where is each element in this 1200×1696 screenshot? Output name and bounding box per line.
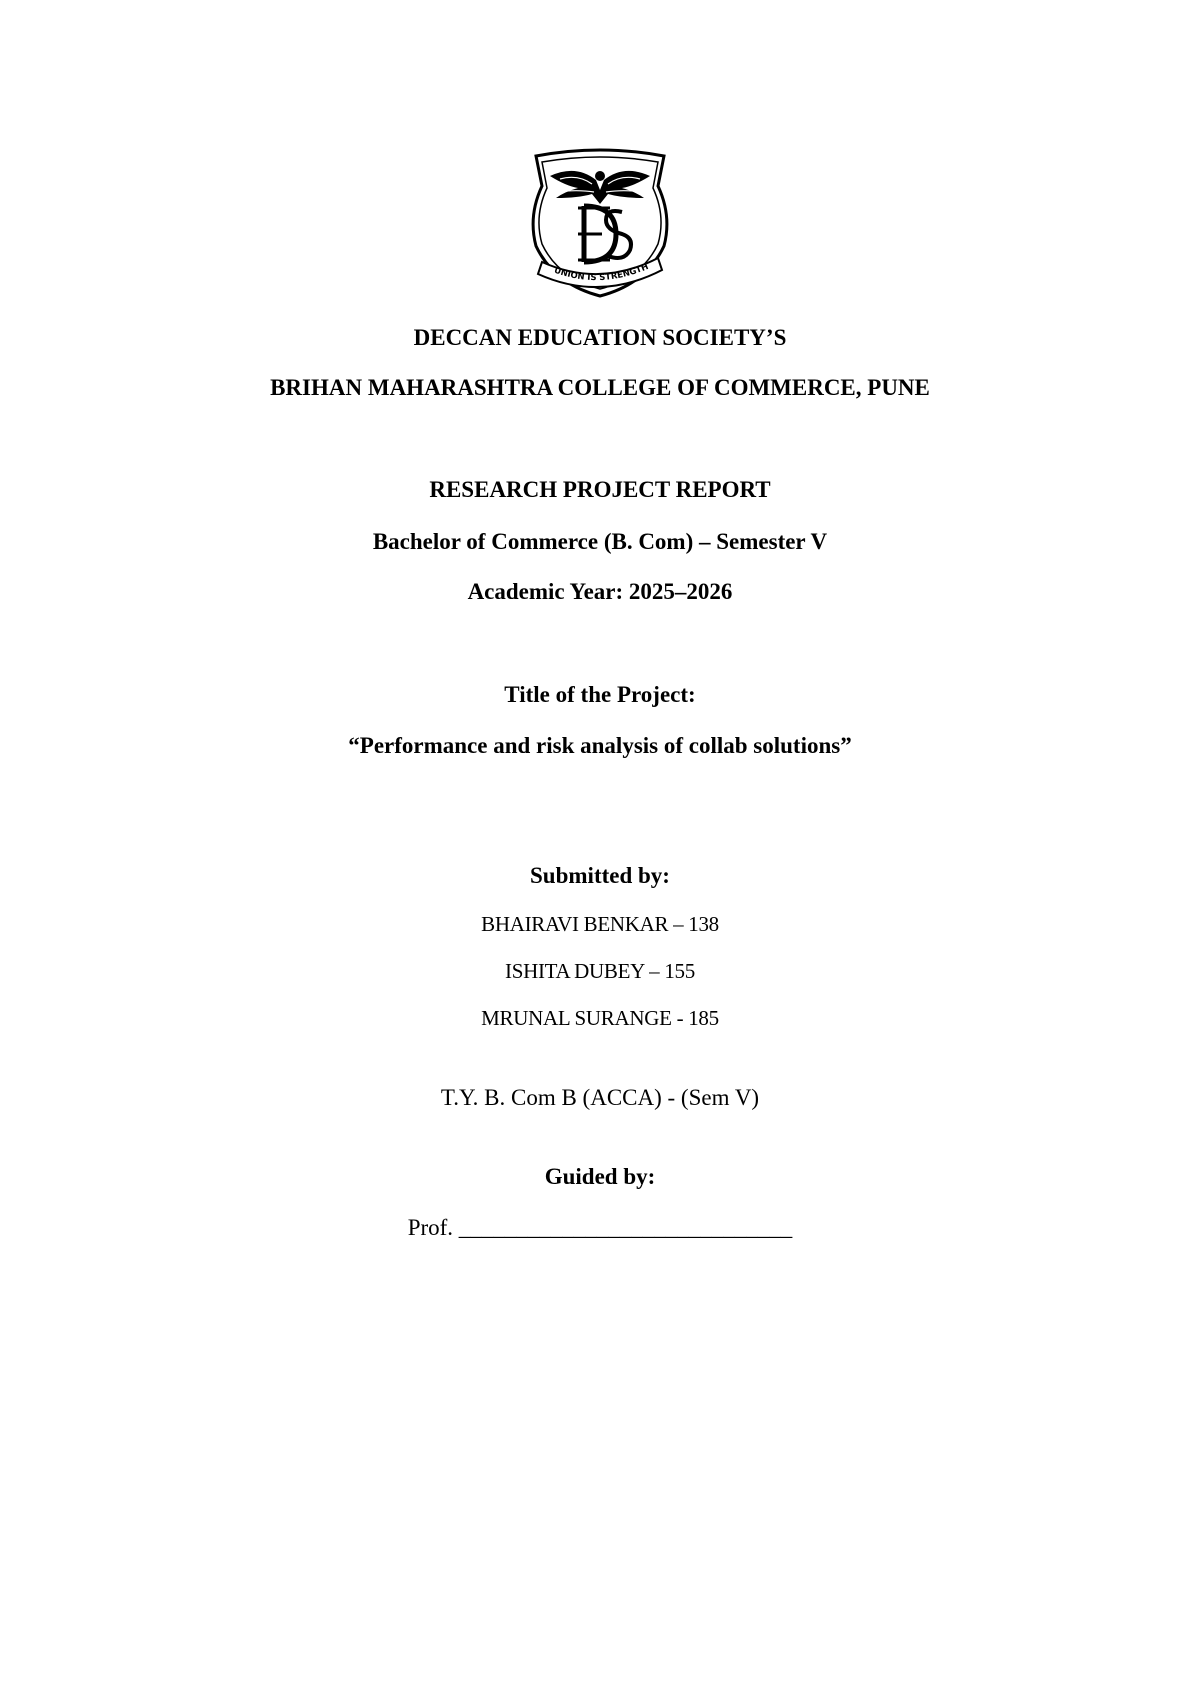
member-name: ISHITA DUBEY – 155 [505,959,695,983]
member-name: MRUNAL SURANGE - 185 [481,1006,719,1030]
project-title: “Performance and risk analysis of collab solutions” [348,733,852,758]
project-title-label: Title of the Project: [504,682,696,707]
guide-line: Prof. _____________________________ [407,1215,793,1240]
member-name: BHAIRAVI BENKAR – 138 [481,912,719,936]
guided-by-label: Guided by: [544,1164,656,1189]
society-name: DECCAN EDUCATION SOCIETY’S [413,325,787,350]
class-line: T.Y. B. Com B (ACCA) - (Sem V) [440,1085,760,1110]
college-emblem-logo [526,146,674,298]
emblem-motto: UNION IS STRENGTH [552,261,651,284]
submitted-by-label: Submitted by: [530,863,670,888]
degree-line: Bachelor of Commerce (B. Com) – Semester V [372,529,828,554]
academic-year: Academic Year: 2025–2026 [467,579,733,604]
college-name: BRIHAN MAHARASHTRA COLLEGE OF COMMERCE, PUNE [270,375,930,400]
report-heading: RESEARCH PROJECT REPORT [429,477,771,502]
